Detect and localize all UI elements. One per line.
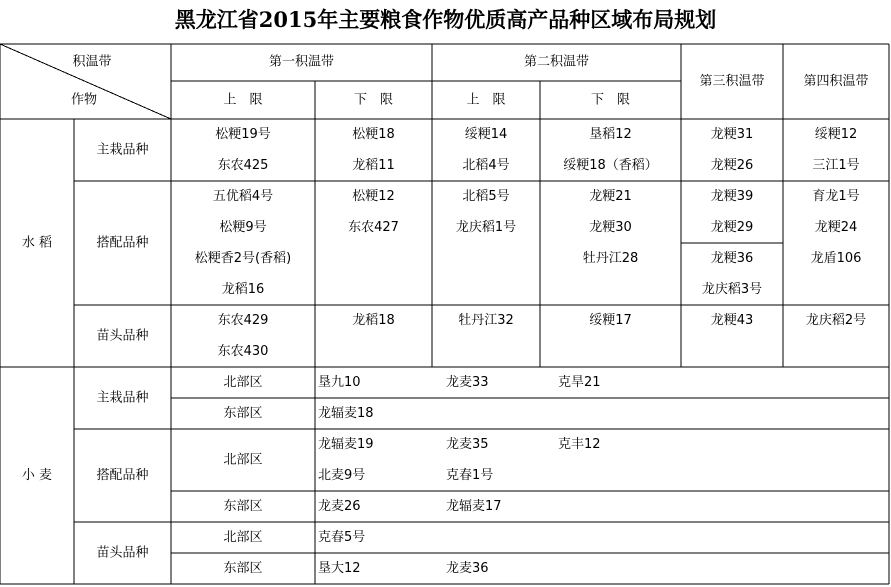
- category-label-wheat-match: 搭配品种: [96, 468, 149, 483]
- variety-cell: 龙粳36: [710, 251, 754, 266]
- header-zone-3: 第三积温带: [699, 74, 765, 89]
- variety-cell: 北稻5号: [462, 189, 510, 204]
- variety-cell: 松粳12: [352, 189, 395, 204]
- region-label: 东部区: [223, 406, 263, 421]
- variety-cell: 垦大12: [318, 561, 361, 576]
- variety-cell: 龙辐麦17: [446, 499, 502, 514]
- variety-cell: 龙庆稻3号: [701, 282, 763, 297]
- variety-cell: 绥粳14: [464, 127, 508, 142]
- variety-cell: 松粳9号: [219, 220, 267, 235]
- variety-cell: 龙粳29: [710, 220, 754, 235]
- variety-cell: 龙庆稻1号: [455, 220, 517, 235]
- variety-cell: 东农430: [217, 344, 269, 359]
- corner-label-crop: 作物: [70, 92, 98, 108]
- variety-cell: 东农425: [217, 158, 269, 173]
- crop-label-rice: 水 稻: [21, 235, 53, 251]
- variety-cell: 龙粳39: [710, 189, 754, 204]
- category-label-rice-match: 搭配品种: [96, 235, 149, 251]
- page-title: 黑龙江省2015年主要粮食作物优质高产品种区域布局规划: [174, 7, 717, 32]
- variety-cell: 三江1号: [812, 158, 860, 173]
- variety-cell: 松粳18: [352, 127, 395, 142]
- variety-cell: 龙辐麦18: [318, 406, 374, 421]
- region-label: 东部区: [223, 499, 263, 514]
- variety-cell: 克春5号: [318, 530, 366, 545]
- variety-cell: 北麦9号: [318, 468, 366, 483]
- header-zone-4: 第四积温带: [803, 74, 869, 89]
- variety-cell: 龙粳43: [710, 313, 754, 328]
- header-zone-1-lower: 下 限: [353, 92, 394, 108]
- variety-cell: 龙粳26: [710, 158, 754, 173]
- variety-cell: 北稻4号: [462, 158, 510, 173]
- variety-cell: 龙粳21: [589, 189, 632, 204]
- variety-cell: 绥粳12: [814, 127, 858, 142]
- category-label-wheat-main: 主栽品种: [96, 390, 149, 406]
- variety-cell: 龙粳30: [589, 220, 632, 235]
- variety-cell: 龙稻18: [352, 313, 395, 328]
- variety-cell: 龙麦36: [446, 561, 489, 576]
- variety-cell: 东农427: [348, 220, 399, 235]
- variety-cell: 育龙1号: [812, 189, 860, 204]
- variety-cell: 龙麦26: [318, 499, 361, 514]
- header-zone-1: 第一积温带: [268, 54, 335, 70]
- header-zone-1-upper: 上 限: [223, 92, 263, 108]
- variety-cell: 五优稻4号: [212, 189, 274, 204]
- category-label-rice-main: 主栽品种: [96, 142, 149, 158]
- region-label: 东部区: [223, 561, 263, 576]
- variety-cell: 垦稻12: [589, 127, 632, 142]
- variety-cell: 龙稻11: [352, 158, 395, 173]
- header-zone-2-upper: 上 限: [466, 92, 506, 108]
- variety-cell: 克丰12: [558, 437, 601, 452]
- header-zone-2-lower: 下 限: [590, 92, 631, 108]
- region-label: 北部区: [223, 375, 263, 390]
- variety-cell: 克春1号: [446, 468, 494, 483]
- variety-cell: 垦九10: [318, 375, 361, 390]
- variety-cell: 龙麦33: [446, 375, 489, 390]
- variety-cell: 牡丹江28: [582, 251, 639, 266]
- variety-cell: 绥粳18（香稻）: [563, 158, 658, 173]
- category-label-wheat-seedling: 苗头品种: [96, 545, 149, 561]
- crop-label-wheat: 小 麦: [21, 468, 53, 483]
- header-zone-2: 第二积温带: [523, 54, 590, 70]
- variety-cell: 绥粳17: [589, 313, 632, 328]
- region-label: 北部区: [223, 452, 263, 468]
- variety-cell: 龙稻16: [221, 282, 265, 297]
- variety-cell: 龙粳31: [710, 127, 754, 142]
- variety-cell: 龙辐麦19: [318, 437, 374, 452]
- variety-cell: 松粳香2号(香稻): [194, 251, 292, 266]
- variety-cell: 龙庆稻2号: [805, 313, 867, 328]
- variety-cell: 松粳19号: [215, 127, 271, 142]
- variety-cell: 龙粳24: [814, 220, 858, 235]
- region-label: 北部区: [223, 530, 263, 545]
- variety-cell: 龙麦35: [446, 437, 489, 452]
- corner-label-temperature-zone: 积温带: [72, 54, 112, 70]
- variety-cell: 牡丹江32: [458, 313, 514, 328]
- category-label-rice-seedling: 苗头品种: [96, 328, 149, 344]
- variety-cell: 克旱21: [558, 375, 601, 390]
- variety-cell: 龙盾106: [810, 251, 862, 266]
- variety-cell: 东农429: [217, 313, 269, 328]
